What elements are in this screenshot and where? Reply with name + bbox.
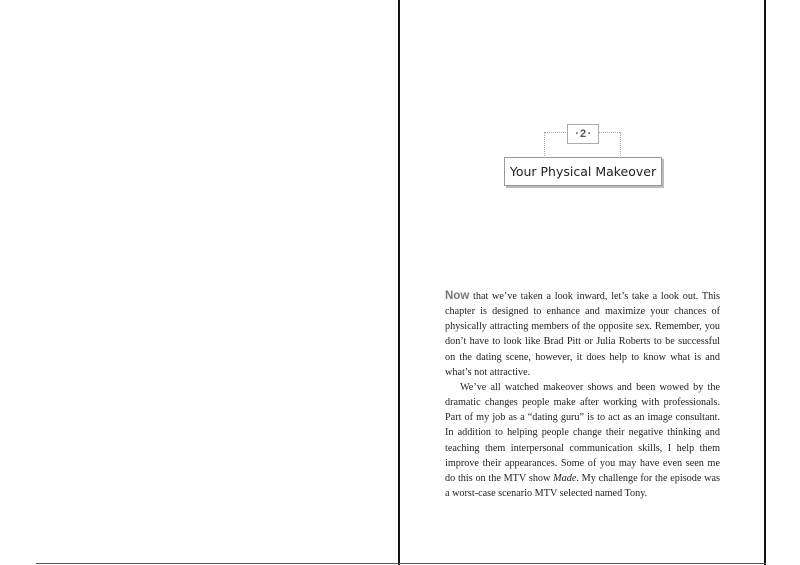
paragraph-text: . My challenge for the episode was a worst-case scenario MTV selected named Tony. bbox=[445, 472, 720, 500]
paragraph bbox=[445, 380, 720, 501]
chapter-number bbox=[567, 124, 599, 144]
left-page bbox=[0, 0, 398, 565]
paragraph bbox=[445, 289, 720, 380]
paragraph-text: that we’ve taken a look inward, let’s take a look out. This chapter is designed to enhance and maximize your chances of physically attracting members of the opposite sex. Remember, you don’t have to look like Brad Pitt or Julia Roberts to be successful on the dating scene, however, it does help to know what is and what’s not attractive. bbox=[445, 291, 720, 378]
page-edge bbox=[764, 0, 766, 565]
chapter-ornament-right bbox=[598, 132, 620, 133]
chapter-ornament-right-drop bbox=[620, 132, 621, 158]
drop-lead-word: Now bbox=[445, 290, 470, 302]
paragraph-text: We’ve all watched makeover shows and been wowed by the dramatic changes people make after working with professionals. Part of my job as a “dating guru” is to act as an image consultant. In addition to helping people change their negative thinking and teaching them interpersonal communication skills, I help them improve their appearances. Some of you may have even seen me do this on the MTV show bbox=[445, 381, 720, 484]
bullet-dot-icon: • bbox=[575, 131, 578, 137]
page-bottom-edge bbox=[36, 563, 766, 564]
chapter-title: Your Physical Makeover bbox=[504, 157, 662, 186]
chapter-ornament-left bbox=[544, 132, 566, 133]
body-text bbox=[445, 289, 720, 501]
chapter-number-text: 2 bbox=[579, 128, 587, 140]
bullet-dot-icon: • bbox=[588, 131, 591, 137]
show-title: Made bbox=[553, 472, 577, 484]
chapter-ornament-left-drop bbox=[544, 132, 545, 158]
